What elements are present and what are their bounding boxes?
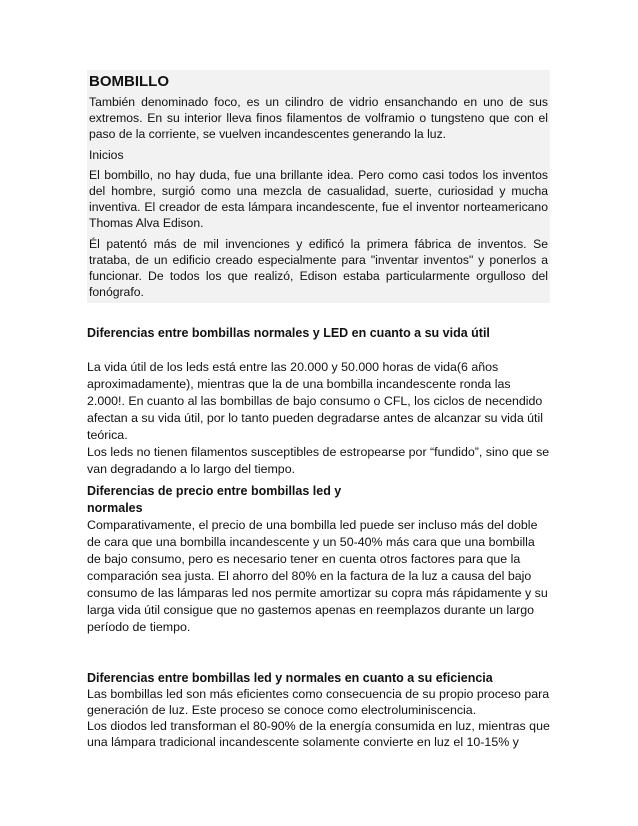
- heading-eficiencia: Diferencias entre bombillas led y normales en cuanto a su eficiencia: [87, 671, 493, 685]
- vida-util-paragraph: La vida útil de los leds está entre las 20.000 y 50.000 horas de vida(6 años aproximadamente), mientras que la de una bombilla incandescente ronda las 2.000!. En cuanto al las bombillas de bajo consumo o CFL, los ciclos de necendido afectan a su vida útil, por lo tanto pueden degradarse antes de alcanzar su vida útil teórica.: [87, 360, 543, 442]
- intro-paragraph: También denominado foco, es un cilindro de vidrio ensanchando en uno de sus extremos. En su interior lleva finos filamentos de volframio o tungsteno que con el paso de la corriente, se vuelven incandescentes generando la luz.: [89, 95, 548, 141]
- heading-precio: Diferencias de precio entre bombillas led y normales: [87, 484, 342, 515]
- document-page: [87, 70, 550, 750]
- intro-block: [87, 70, 550, 303]
- document-title: BOMBILLO: [89, 73, 169, 90]
- heading-vida-util: Diferencias entre bombillas normales y LED en cuanto a su vida útil: [87, 326, 490, 340]
- section-subtitle: Inicios: [89, 148, 124, 162]
- edison-paragraph: Él patentó más de mil invenciones y edificó la primera fábrica de inventos. Se trataba, de un edificio creado especialmente para "inventar inventos" y ponerlos a funcionar. De todos los que realizó, Edison estaba particularmente orgulloso del fonógrafo.: [89, 237, 548, 299]
- eficiencia-paragraph: Las bombillas led son más eficientes como consecuencia de su propio proceso para generación de luz. Este proceso se conoce como electroluminiscencia.: [87, 687, 550, 717]
- leds-paragraph: Los leds no tienen filamentos susceptibles de estropearse por “fundido”, sino que se van degradando a lo largo del tiempo.: [87, 445, 550, 476]
- precio-paragraph: Comparativamente, el precio de una bombilla led puede ser incluso más del doble de cara que una bombilla incandescente y un 50-40% más cara que una bombilla de bajo consumo, pero es necesario tener en cuenta otros factores para que la comparación sea justa. El ahorro del 80% en la factura de la luz a causa del bajo consumo de las lámparas led nos permite amortizar su copra más rápidamente y su larga vida útil consigue que no gastemos apenas en reemplazos durante un largo período de tiempo.: [87, 518, 548, 634]
- diodos-paragraph: Los diodos led transforman el 80-90% de la energía consumida en luz, mientras que una lámpara tradicional incandescente solamente convierte en luz el 10-15% y: [87, 719, 550, 749]
- history-paragraph: El bombillo, no hay duda, fue una brillante idea. Pero como casi todos los inventos del hombre, surgió como una mezcla de casualidad, suerte, curiosidad y mucha inventiva. El creador de esta lámpara incandescente, fue el inventor norteamericano Thomas Alva Edison.: [89, 168, 548, 230]
